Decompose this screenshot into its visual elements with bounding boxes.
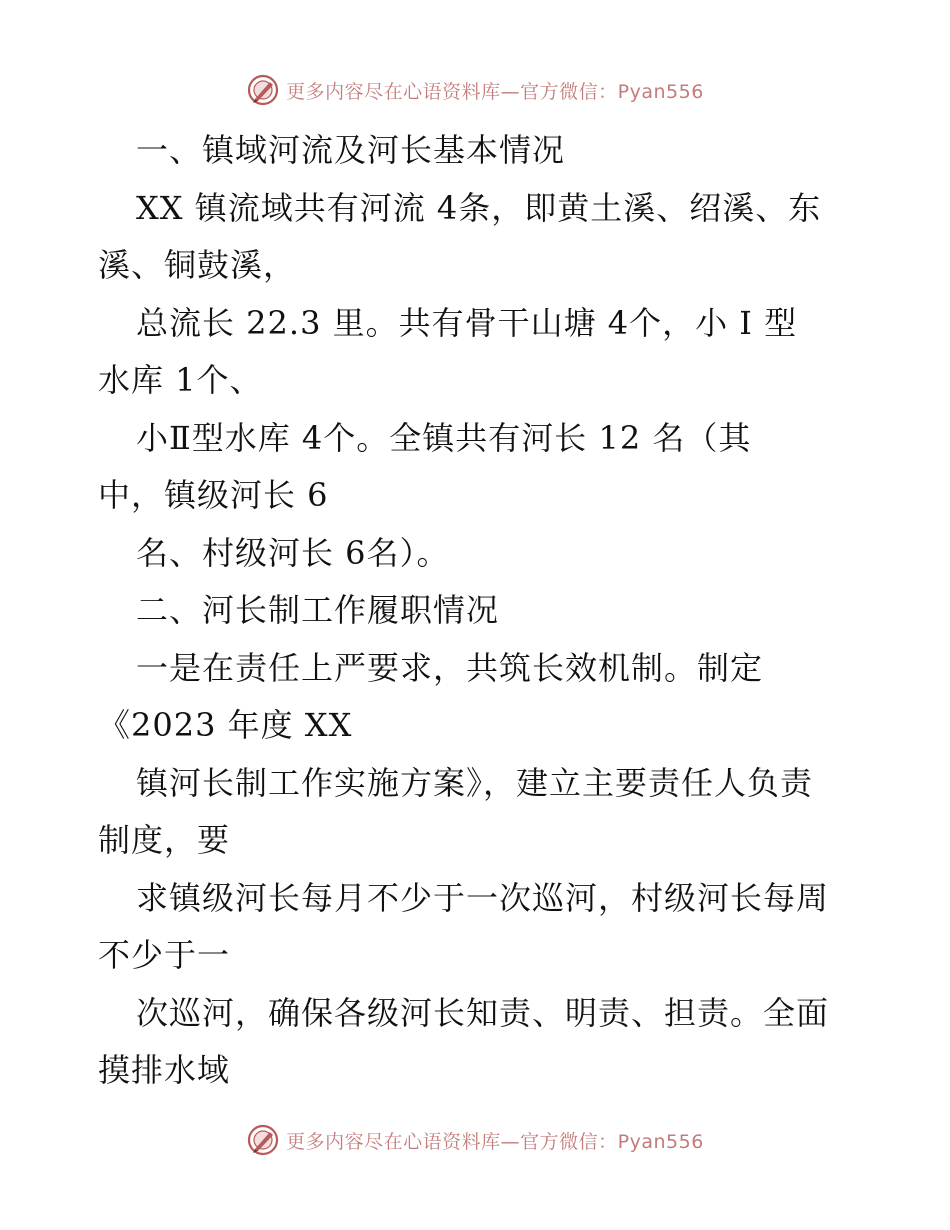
- text-line: 中，镇级河长 6: [98, 476, 329, 514]
- text-line: XX 镇流域共有河流 4条，即黄土溪、绍溪、东: [136, 188, 822, 227]
- watermark-text: 更多内容尽在心语资料库—官方微信：Pyan556: [286, 80, 704, 103]
- watermark-text: 更多内容尽在心语资料库—官方微信：Pyan556: [286, 1130, 704, 1153]
- text-line: 求镇级河长每月不少于一次巡河，村级河长每周: [136, 878, 830, 917]
- pen-logo-icon: [246, 1123, 280, 1157]
- text-line: 镇河长制工作实施方案》，建立主要责任人负责: [136, 763, 814, 802]
- text-line: 摸排水域: [98, 1051, 231, 1089]
- text-line: 小Ⅱ型水库 4个。全镇共有河长 12 名（其: [136, 418, 752, 457]
- text-line: 不少于一: [98, 936, 231, 974]
- text-line: 《2023 年度 XX: [98, 706, 353, 744]
- pen-logo-icon: [246, 73, 280, 107]
- text-line: 一、镇域河流及河长基本情况: [136, 131, 566, 169]
- text-line: 溪、铜鼓溪，: [98, 246, 297, 284]
- text-line: 水库 1个、: [98, 361, 263, 399]
- text-line: 总流长 22.3 里。共有骨干山塘 4个，小 I 型: [136, 303, 798, 342]
- text-line: 制度，要: [98, 821, 231, 859]
- header-watermark: [0, 70, 950, 110]
- footer-watermark: [0, 1120, 950, 1160]
- text-line: 一是在责任上严要求，共筑长效机制。制定: [136, 648, 764, 687]
- text-line: 次巡河，确保各级河长知责、明责、担责。全面: [136, 993, 830, 1032]
- text-line: 名、村级河长 6名）。: [136, 533, 450, 572]
- document-body: [98, 122, 868, 1100]
- text-line: 二、河长制工作履职情况: [136, 591, 500, 629]
